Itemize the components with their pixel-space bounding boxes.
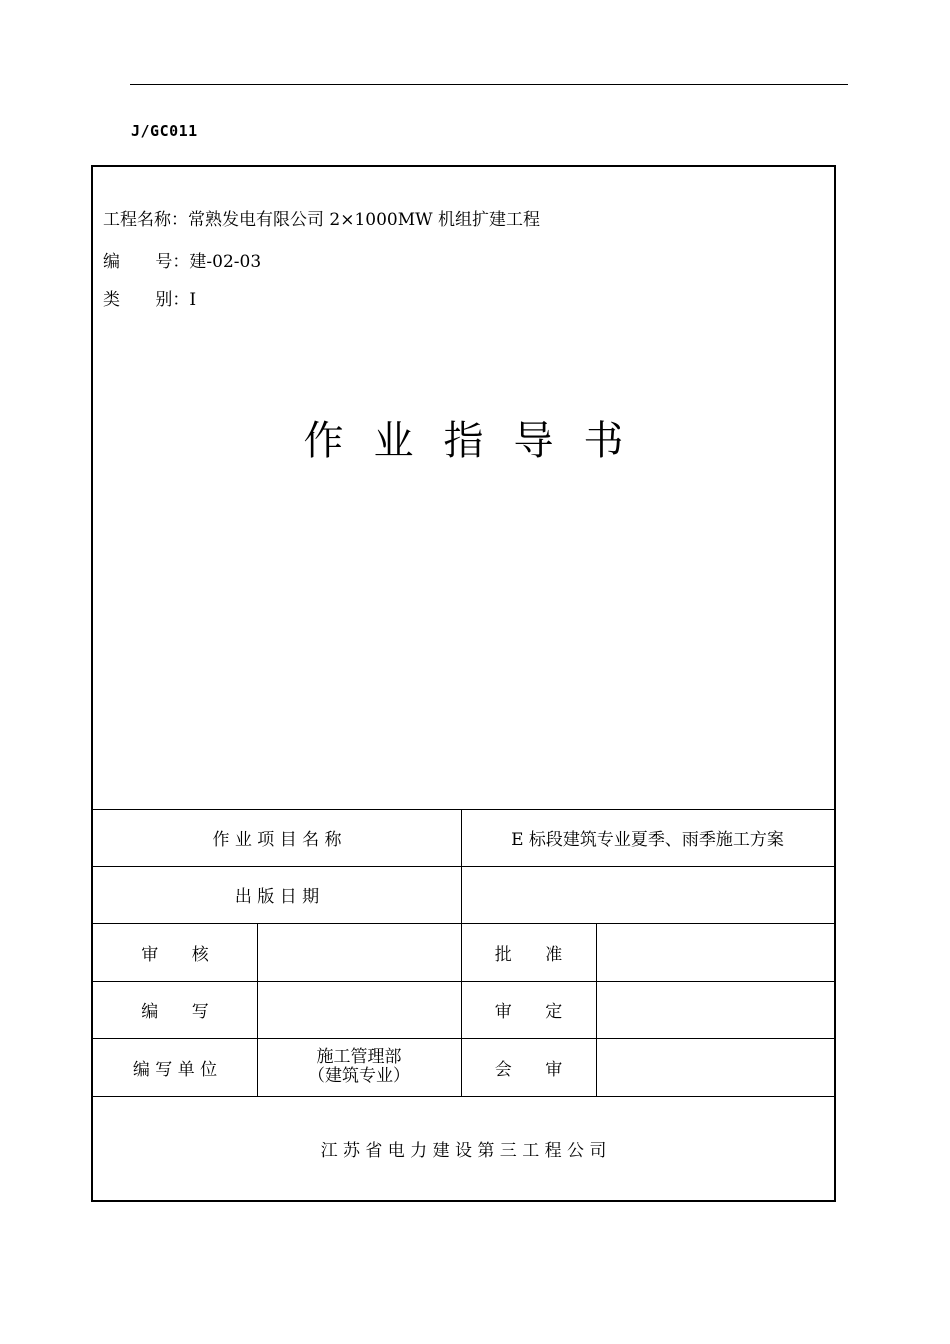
write-value xyxy=(257,981,461,1038)
unit-value-line2: （建筑专业） xyxy=(308,1066,410,1086)
project-name-label: 工程名称： xyxy=(103,210,188,230)
unit-value-line1: 施工管理部 xyxy=(316,1047,402,1067)
page-title: 作业指导书 xyxy=(303,418,654,464)
project-number-label: 编 号： xyxy=(103,252,190,272)
project-category-row xyxy=(103,285,196,310)
project-name-row xyxy=(103,205,540,230)
review-value xyxy=(257,923,461,981)
document-frame xyxy=(91,165,836,1202)
publish-date-label: 出 版 日 期 xyxy=(234,887,320,907)
unit-value xyxy=(257,1038,461,1096)
header-rule xyxy=(130,84,848,85)
project-number-row xyxy=(103,247,261,272)
write-label: 编 写 xyxy=(141,1002,209,1022)
item-name-label: 作 业 项 目 名 称 xyxy=(212,830,342,850)
joint-review-value xyxy=(596,1038,834,1096)
project-category-label: 类 别： xyxy=(103,290,190,310)
joint-review-label: 会 审 xyxy=(494,1059,563,1080)
review-label: 审 核 xyxy=(141,944,209,965)
project-name-value: 常熟发电有限公司 2×1000MW 机组扩建工程 xyxy=(188,210,541,230)
publish-date-value xyxy=(461,866,834,923)
finalize-value xyxy=(596,981,834,1038)
finalize-label: 审 定 xyxy=(494,1002,563,1022)
item-name-value: E 标段建筑专业夏季、雨季施工方案 xyxy=(511,830,784,850)
unit-label: 编 写 单 位 xyxy=(132,1059,218,1080)
approve-value xyxy=(596,923,834,981)
company-name: 江 苏 省 电 力 建 设 第 三 工 程 公 司 xyxy=(320,1140,607,1161)
project-category-value: I xyxy=(189,290,197,310)
project-number-value: 建-02-03 xyxy=(189,252,262,272)
document-code: J/GC011 xyxy=(131,122,198,140)
approve-label: 批 准 xyxy=(494,944,563,965)
